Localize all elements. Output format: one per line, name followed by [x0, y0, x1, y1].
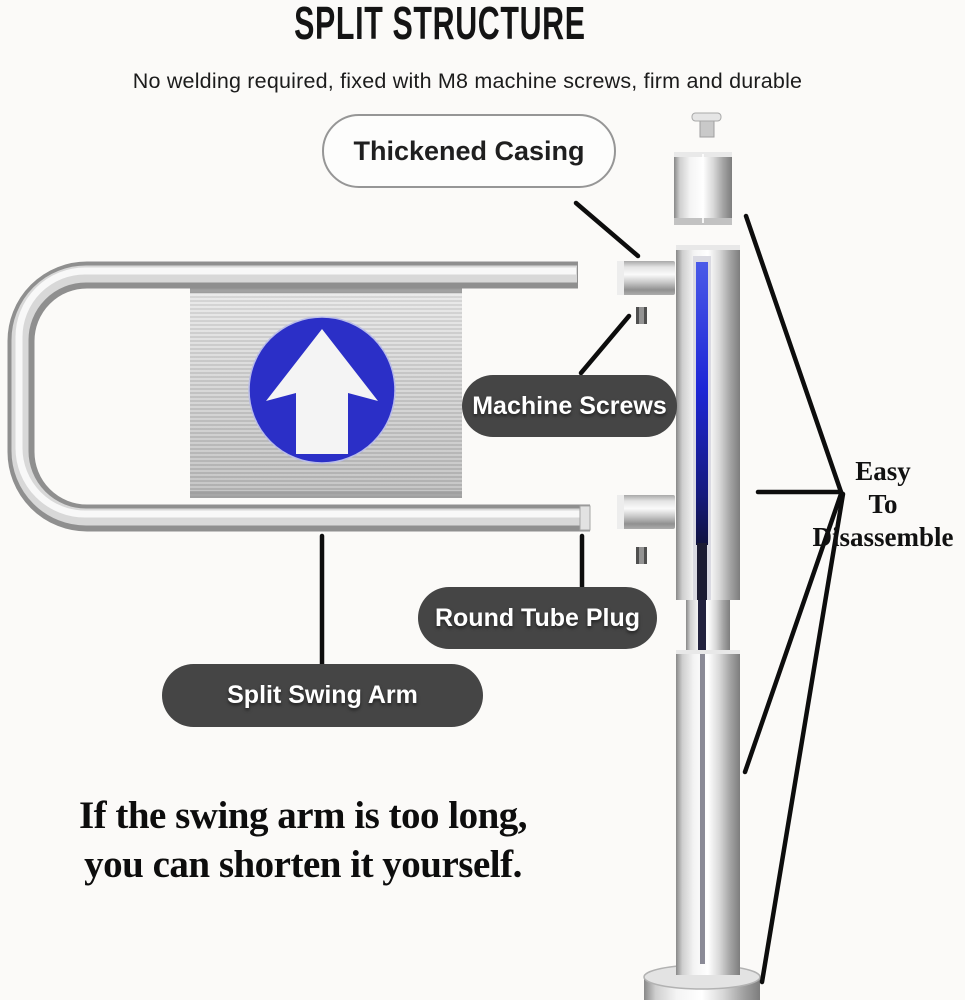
- line-machine-screws: [581, 316, 629, 373]
- label-split-swing-arm: [162, 664, 483, 727]
- pole-cap-pin: [692, 113, 721, 137]
- label-machine-screws: [462, 375, 677, 437]
- bottom-note-line1: If the swing arm is too long,: [78, 794, 528, 837]
- split-junction: [686, 600, 730, 650]
- subheader: [0, 69, 935, 94]
- side-note-line1: Easy: [855, 456, 911, 486]
- label-split-swing-arm-text: Split Swing Arm: [227, 681, 418, 709]
- label-round-tube-plug-text: Round Tube Plug: [434, 603, 641, 632]
- label-thickened-casing: [322, 114, 616, 188]
- mount-stub-top: [617, 261, 675, 295]
- screw-bottom: [636, 547, 647, 564]
- bottom-note: [8, 791, 598, 889]
- label-round-tube-plug: [418, 587, 657, 649]
- easy-to-disassemble-note: [800, 455, 965, 554]
- side-note-line2: To: [868, 489, 898, 519]
- bottom-note-line2: you can shorten it yourself.: [84, 843, 522, 886]
- page-subtitle: No welding required, fixed with M8 machine screws, firm and durable: [132, 69, 803, 93]
- label-machine-screws-text: Machine Screws: [472, 391, 667, 420]
- header: [0, 0, 880, 50]
- line-thickened-casing: [576, 203, 638, 256]
- screw-top: [636, 307, 647, 324]
- tube-plug: [580, 506, 590, 530]
- page-title: SPLIT STRUCTURE: [294, 0, 586, 49]
- label-thickened-casing-text: Thickened Casing: [353, 135, 585, 166]
- line-disassemble-base: [762, 494, 843, 982]
- led-strip: [696, 262, 708, 545]
- line-disassemble-top: [746, 216, 841, 492]
- thickened-casing-segment: [674, 152, 732, 225]
- pole: [676, 245, 740, 975]
- up-arrow-sign: [249, 317, 395, 463]
- side-note-line3: Disassemble: [812, 522, 954, 552]
- mount-stub-bottom: [617, 495, 675, 529]
